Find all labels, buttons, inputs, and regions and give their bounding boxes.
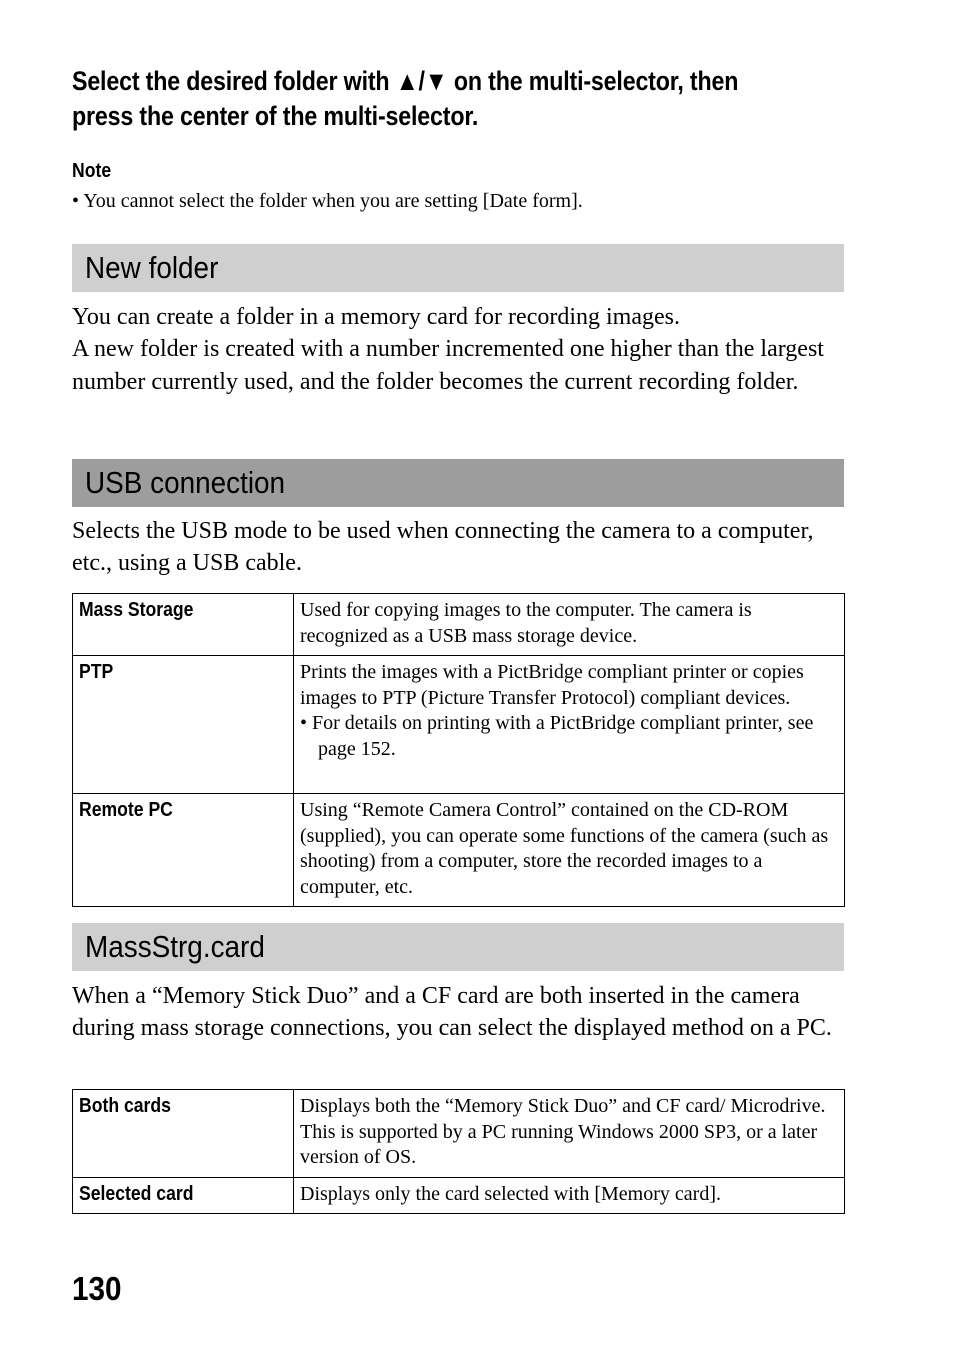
table-row <box>73 794 845 907</box>
note-title: Note <box>72 160 112 182</box>
new-folder-description <box>72 301 844 398</box>
massstrg-card-table <box>72 1089 845 1214</box>
section-header-massstrg-card <box>72 923 844 971</box>
option-description: Prints the images with a PictBridge compliant printer or copies images to PTP (Picture Transfer Protocol) compliant devices. <box>300 661 804 709</box>
option-name: Mass Storage <box>79 599 194 621</box>
usb-mode-table <box>72 593 845 907</box>
option-name: Selected card <box>79 1182 194 1205</box>
section-header-new-folder <box>72 244 844 292</box>
option-name: PTP <box>79 661 114 683</box>
option-name-cell <box>73 656 294 794</box>
instruction-line-1: Select the desired folder with ▲/▼ on the multi-selector, then <box>72 66 739 96</box>
section-title: USB connection <box>85 465 286 500</box>
option-description: Used for copying images to the computer. The camera is recognized as a USB mass storage device. <box>294 594 845 656</box>
option-name-cell <box>73 1090 294 1178</box>
option-bullet-note: • For details on printing with a PictBridge compliant printer, see page 152. <box>300 712 814 760</box>
paragraph: Selects the USB mode to be used when connecting the camera to a computer, etc., using a USB cable. <box>72 518 814 577</box>
option-name: Remote PC <box>79 799 173 821</box>
paragraph: When a “Memory Stick Duo” and a CF card are both inserted in the camera during mass storage connections, you can select the displayed method on a PC. <box>72 983 832 1042</box>
option-description-cell <box>294 656 845 794</box>
table-row <box>73 1090 845 1178</box>
instruction-line-2: press the center of the multi-selector. <box>72 101 479 131</box>
paragraph: You can create a folder in a memory card for recording images. <box>72 304 680 330</box>
table-row <box>73 594 845 656</box>
option-name-cell <box>73 1177 294 1214</box>
option-description: Using “Remote Camera Control” contained on the CD-ROM (supplied), you can operate some functions of the camera (such as shooting) from a computer, store the recorded images to a computer, etc. <box>294 794 845 907</box>
option-description: Displays only the card selected with [Memory card]. <box>294 1177 845 1214</box>
table-row <box>73 1177 845 1214</box>
page-number: 130 <box>72 1270 122 1307</box>
table-row <box>73 656 845 794</box>
section-header-usb-connection <box>72 459 844 507</box>
note-text: • You cannot select the folder when you are setting [Date form]. <box>72 190 583 212</box>
option-name-cell <box>73 594 294 656</box>
paragraph: A new folder is created with a number incremented one higher than the largest number currently used, and the folder becomes the current recording folder. <box>72 336 824 395</box>
option-name-cell <box>73 794 294 907</box>
option-name: Both cards <box>79 1095 171 1117</box>
option-description: Displays both the “Memory Stick Duo” and CF card/ Microdrive. This is supported by a PC running Windows 2000 SP3, or a later version of OS. <box>294 1090 845 1178</box>
section-title: MassStrg.card <box>85 929 265 964</box>
usb-connection-description <box>72 515 844 580</box>
massstrg-card-description <box>72 980 844 1045</box>
section-title: New folder <box>85 250 219 285</box>
instruction-heading <box>72 64 844 134</box>
